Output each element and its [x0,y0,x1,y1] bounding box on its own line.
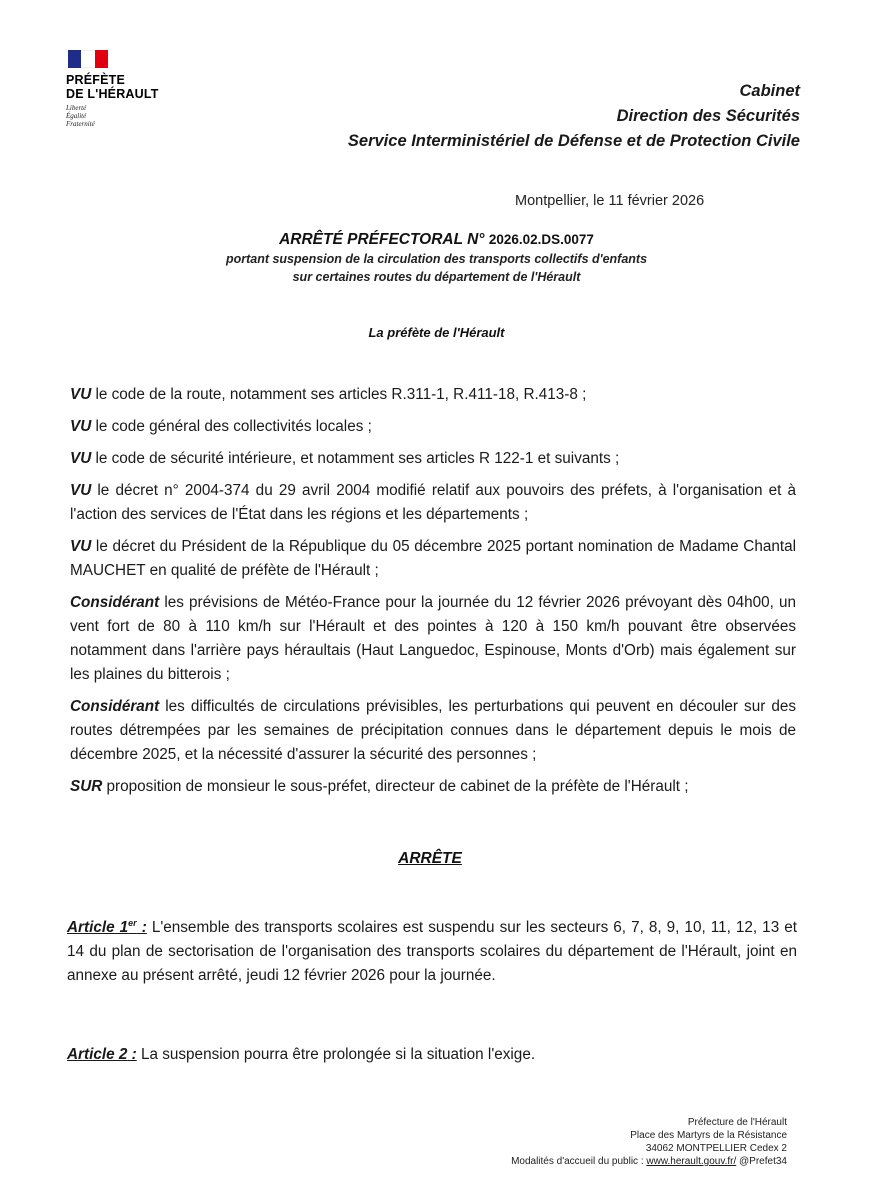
considerations-list [70,383,796,807]
header-cabinet: Cabinet [739,82,800,100]
article-1-text: L'ensemble des transports scolaires est suspendu sur les secteurs 6, 7, 8, 9, 10, 11, 12, 13 et 14 du plan de sectorisation de l'organisation des transports scolaires du département de l'Hérault, joint en annexe au présent arrêté, jeudi 12 février 2026 pour la journée. [67,919,797,985]
consideration-item: VU le code de la route, notamment ses articles R.311-1, R.411-18, R.413-8 ; [70,386,587,403]
decree-title: ARRÊTÉ PRÉFECTORAL N° 2026.02.DS.0077 [279,231,594,248]
article-1-label: Article 1er : [67,918,147,937]
prefecture-address-footer: Préfecture de l'Hérault Place des Martyrs de la Résistance 34062 MONTPELLIER Cedex 2 Modalités d'accueil du public : www.herault.gouv.fr/ @Prefet34 [511,1117,787,1167]
consideration-item: Considérant les prévisions de Météo-France pour la journée du 12 février 2026 prévoyant dès 04h00, un vent fort de 80 à 110 km/h sur l'Hérault et des pointes à 120 à 150 km/h pouvant être observées notamment dans l'arrière pays héraultais (Haut Languedoc, Espinouse, Monts d'Orb) mais également sur les plaines du bitterois ; [70,594,797,683]
arrete-heading: ARRÊTE [398,850,462,867]
article-1 [67,911,797,988]
article-2-label: Article 2 : [67,1046,137,1063]
consideration-item: VU le décret du Président de la République du 05 décembre 2025 portant nomination de Madame Chantal MAUCHET en qualité de préfète de l'Hérault ; [70,538,797,579]
header-direction: Direction des Sécurités [616,107,800,125]
article-2-text: La suspension pourra être prolongée si la situation l'exige. [140,1046,536,1063]
french-flag-icon [68,50,108,68]
decree-subtitle-2: sur certaines routes du département de l'Hérault [292,270,581,284]
decree-title-block [0,230,873,286]
consideration-item: VU le code général des collectivités locales ; [70,418,372,435]
consideration-item: Considérant les difficultés de circulations prévisibles, les perturbations qui peuvent en découler sur des routes détrempées par les semaines de précipitation connues dans le département depuis le mois de décembre 2025, et la nécessité d'assurer la sécurité des personnes ; [70,698,796,763]
decree-subtitle-1: portant suspension de la circulation des transports collectifs d'enfants [225,252,648,266]
header-service: Service Interministériel de Défense et de Protection Civile [347,132,800,150]
decree-number: 2026.02.DS.0077 [488,232,594,247]
prefecture-website-link[interactable]: www.herault.gouv.fr/ [646,1156,737,1167]
republic-motto: Liberté Égalité Fraternité [66,104,95,128]
issuing-service-header [348,79,800,154]
prefecture-logo [66,50,159,128]
public-reception-line: Modalités d'accueil du public : www.herault.gouv.fr/ @Prefet34 [511,1156,787,1167]
issuing-authority: La préfète de l'Hérault [368,325,505,340]
twitter-handle: @Prefet34 [739,1156,787,1167]
consideration-item: VU le décret n° 2004-374 du 29 avril 2004 modifié relatif aux pouvoirs des préfets, à l'organisation et à l'action des services de l'État dans les régions et les départements ; [70,482,797,523]
logo-title: PRÉFÈTE DE L'HÉRAULT [66,73,159,101]
consideration-item: VU le code de sécurité intérieure, et notamment ses articles R 122-1 et suivants ; [70,450,620,467]
document-date: Montpellier, le 11 février 2026 [515,193,705,209]
consideration-item: SUR proposition de monsieur le sous-préfet, directeur de cabinet de la préfète de l'Hérault ; [70,778,689,795]
article-2 [67,1043,797,1067]
